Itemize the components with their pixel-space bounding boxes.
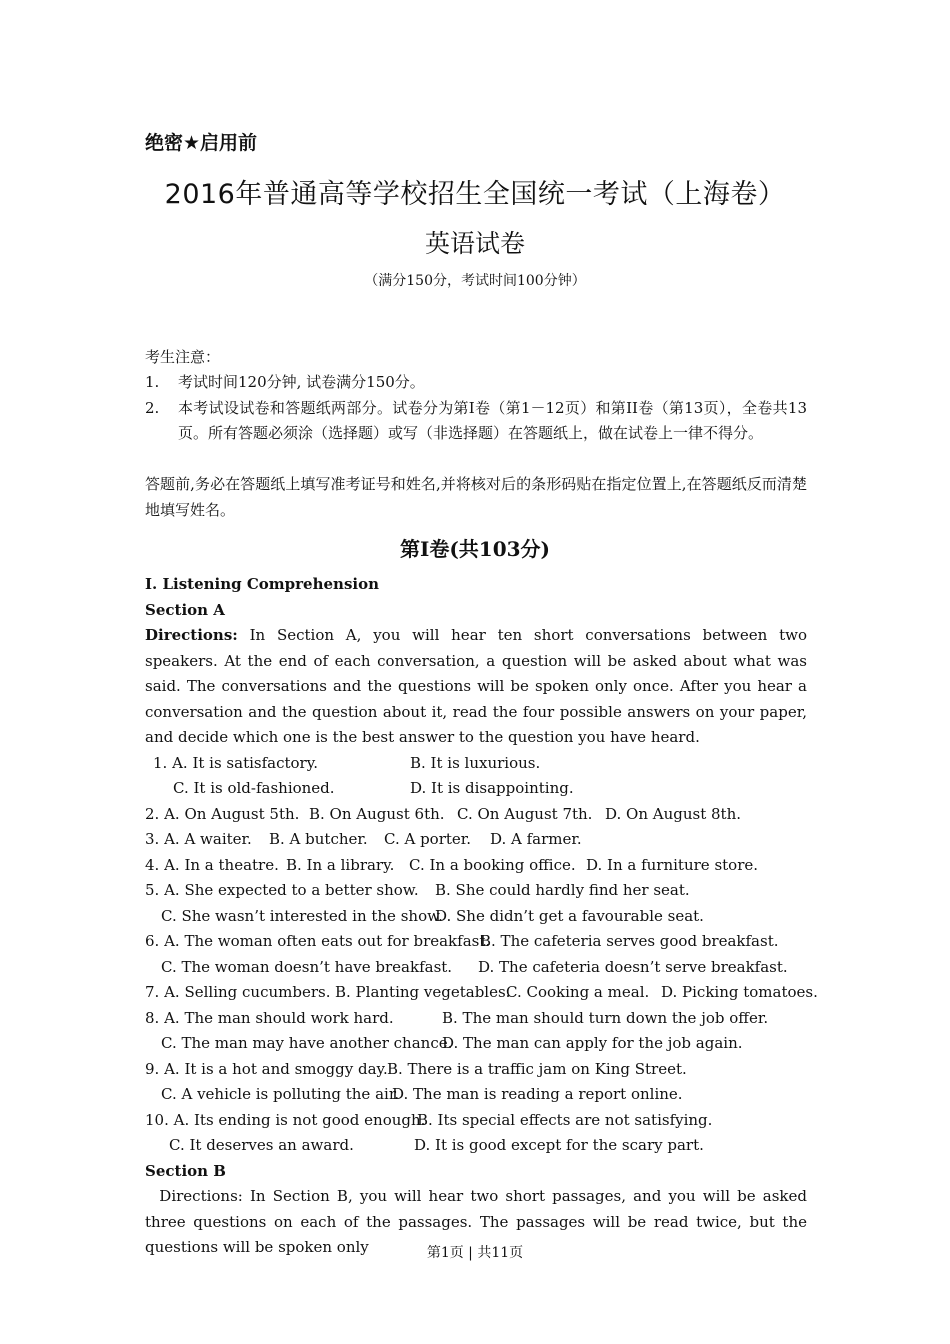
answer-option: B. Planting vegetables. [335,983,511,1001]
answer-option: C. A vehicle is polluting the air. [161,1085,400,1103]
exam-note: （满分150分，考试时间100分钟） [364,273,586,289]
question-item [145,980,818,1006]
answer-option: 8. A. The man should work hard. [145,1008,394,1027]
notice-item-number: 1. [145,373,160,391]
answer-option: C. The woman doesn’t have breakfast. [161,957,453,976]
answer-option: B. Its special effects are not satisfying. [417,1110,713,1129]
option-row [145,904,807,930]
question-item [145,751,807,802]
question-item [145,929,807,980]
option-row [145,776,807,802]
option-row [145,1082,807,1108]
option-row [145,1006,807,1032]
answer-option: C. A porter. [384,830,472,848]
notice-item-text: 本考试设试卷和答题纸两部分。试卷分为第I卷（第1－12页）和第II卷（第13页），全卷共13页。所有答题必须涂（选择题）或写（非选择题）在答题纸上，做在试卷上一律不得分。 [178,398,807,442]
answer-option: D. The man can apply for the job again. [442,1034,743,1052]
answer-option: C. She wasn’t interested in the show. [161,906,443,925]
answer-option: D. On August 8th. [605,804,742,823]
answer-option: B. It is luxurious. [410,753,541,772]
option-row [145,1031,807,1057]
option-row [145,1108,807,1134]
notice-item [145,396,807,447]
option-row [145,980,818,1006]
answer-option: B. There is a traffic jam on King Street. [387,1059,687,1078]
option-row [145,751,807,777]
answer-option: C. On August 7th. [457,804,593,823]
option-row [145,802,807,828]
answer-option: 10. A. Its ending is not good enough. [145,1110,426,1129]
directions-b: Directions: In Section B, you will hear two short passages, and you will be asked three questions on each of the passages. The passages will be read twice, but the questions will be spoken only [145,1187,812,1256]
notice-item-text: 考试时间120分钟, 试卷满分150分。 [178,373,425,391]
answer-option: B. The man should turn down the job offer. [442,1008,769,1027]
answer-option: C. In a booking office. [409,855,576,874]
option-row [145,1057,807,1083]
answer-option: D. The cafeteria doesn’t serve breakfast. [478,957,788,976]
notice-item [145,370,807,396]
answer-option: D. The man is reading a report online. [392,1085,683,1103]
option-row [145,878,807,904]
option-row [145,929,807,955]
answer-option: 4. A. In a theatre. [145,855,279,874]
listening-section [145,572,818,1261]
section-heading: I. Listening Comprehension [145,575,380,593]
answer-option: B. A butcher. [269,830,368,848]
option-row [145,827,807,853]
notice-heading: 考生注意： [145,348,221,366]
answer-option: B. The cafeteria serves good breakfast. [480,932,779,950]
option-row [145,853,807,879]
notice-list [145,370,807,447]
question-item [145,1006,807,1057]
answer-option: 6. A. The woman often eats out for breakfast. [145,932,491,950]
answer-option: 9. A. It is a hot and smoggy day. [145,1059,388,1078]
answer-option: 1. A. It is satisfactory. [153,753,318,772]
question-item [145,802,807,828]
question-item [145,1108,807,1159]
answer-option: C. It is old-fashioned. [173,779,335,797]
answer-option: D. She didn’t get a favourable seat. [435,906,704,925]
answer-option: D. A farmer. [490,830,582,848]
answer-option: B. She could hardly find her seat. [435,881,690,899]
directions-a [145,623,807,751]
section-a-heading: Section A [145,600,225,619]
answer-option: C. Cooking a meal. [506,983,650,1001]
answer-option: D. Picking tomatoes. [661,983,818,1001]
answer-option: C. It deserves an award. [169,1136,354,1154]
exam-subtitle: 英语试卷 [424,229,525,258]
answer-option: C. The man may have another chance. [161,1034,453,1052]
answer-option: D. It is good except for the scary part. [414,1136,704,1154]
answer-option: 3. A. A waiter. [145,830,252,848]
exam-title: 2016年普通高等学校招生全国统一考试（上海卷） [164,179,786,210]
page-footer: 第1页 | 共11页 [426,1245,524,1261]
option-row [145,955,807,981]
answer-option: B. On August 6th. [309,804,445,823]
answer-option: 2. A. On August 5th. [145,804,300,823]
section-b-heading: Section B [145,1161,226,1180]
directions-text: In Section A, you will hear ten short conversations between two speakers. At the end of each conversation, a question will be asked about what was said. The conversations and the questions will be spoken only once. After you hear a conversation and the question about it, read the four possible answers on your paper, and decide which one is the best answer to the question you have heard. [145,626,807,746]
answer-option: 5. A. She expected to a better show. [145,881,419,899]
question-item [145,853,807,879]
option-row [145,1133,807,1159]
question-item [145,827,807,853]
notice-tail: 答题前,务必在答题纸上填写准考证号和姓名,并将核对后的条形码贴在指定位置上,在答题纸反而清楚地填写姓名。 [145,475,807,519]
question-item [145,1057,807,1108]
answer-option: D. It is disappointing. [410,779,574,797]
answer-option: D. In a furniture store. [586,855,759,874]
question-list [145,751,818,1159]
notice-item-number: 2. [145,398,160,417]
directions-label: Directions: [145,626,238,644]
answer-option: B. In a library. [286,855,395,874]
part-title: 第I卷(共103分) [399,537,551,561]
question-item [145,878,807,929]
secret-mark: 绝密★启用前 [145,132,258,154]
answer-option: 7. A. Selling cucumbers. [145,983,331,1001]
